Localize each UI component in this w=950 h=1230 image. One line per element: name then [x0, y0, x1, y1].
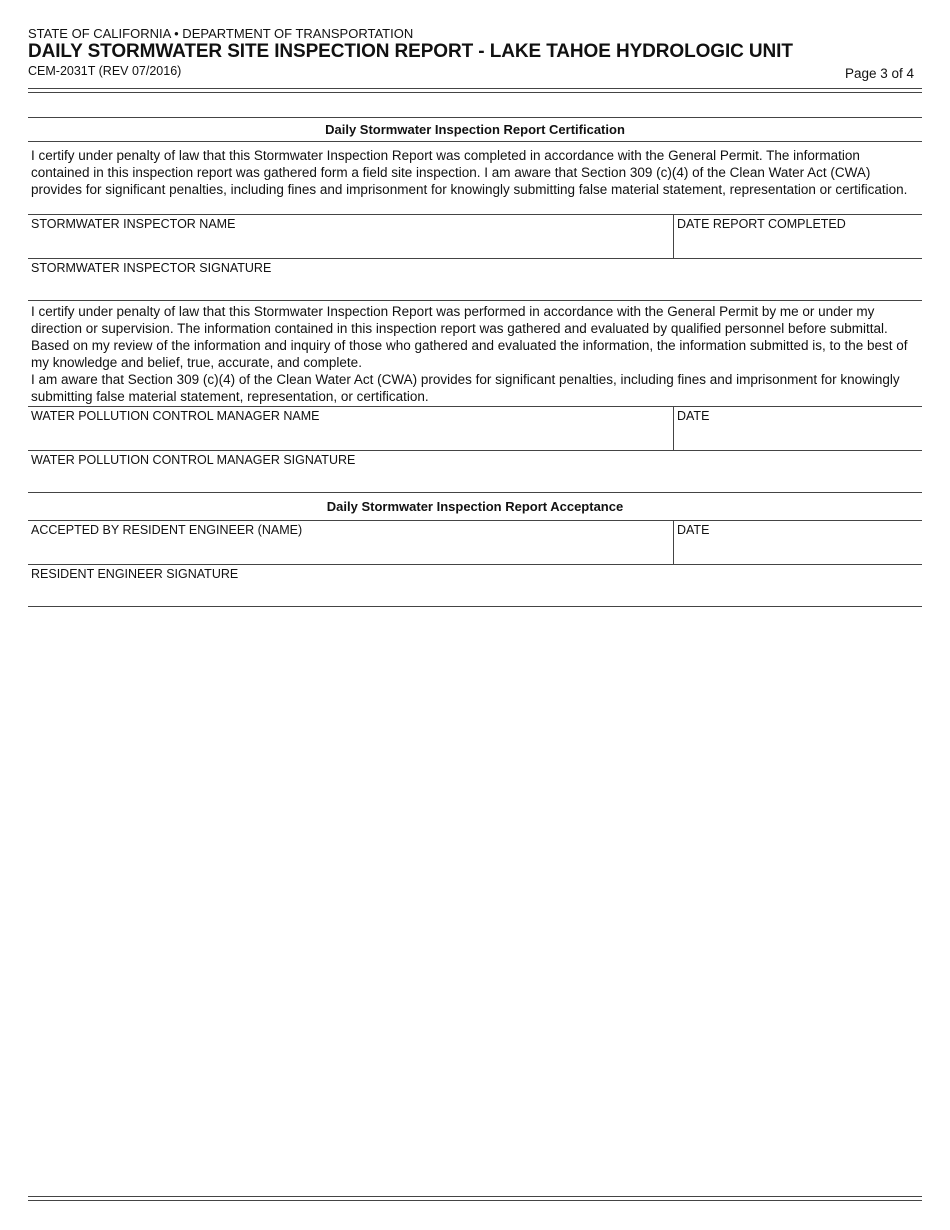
engineer-name-field[interactable] [28, 521, 673, 564]
header-divider-top [28, 88, 922, 89]
engineer-signature-field[interactable] [28, 565, 922, 606]
form-number: CEM-2031T (REV 07/2016) [28, 64, 182, 78]
manager-name-field[interactable] [28, 407, 673, 450]
certification-statement-2b: I am aware that Section 309 (c)(4) of the Clean Water Act (CWA) provides for significant penalties, including fines and imprisonment for knowingly submitting false material statement, representation, or certification. [31, 372, 900, 404]
certification-section-title: Daily Stormwater Inspection Report Certification [28, 118, 922, 142]
footer-divider-bottom [28, 1200, 922, 1201]
form-title: DAILY STORMWATER SITE INSPECTION REPORT - LAKE TAHOE HYDROLOGIC UNIT [28, 41, 793, 62]
page-number: Page 3 of 4 [844, 66, 914, 81]
engineer-date-field[interactable] [673, 521, 922, 564]
manager-signature-row [28, 451, 922, 493]
inspector-name-label: STORMWATER INSPECTOR NAME [31, 217, 236, 231]
certification-statement-1: I certify under penalty of law that this Stormwater Inspection Report was completed in accordance with the General Permit. The information contained in this inspection report was gathered form a field site inspection. I am aware that Section 309 (c)(4) of the Clean Water Act (CWA) provides for significant penalties, including fines and imprisonment for knowingly submitting false material statement, representation or certification. [31, 148, 908, 197]
manager-name-label: WATER POLLUTION CONTROL MANAGER NAME [31, 409, 320, 423]
date-completed-label: DATE REPORT COMPLETED [677, 217, 846, 231]
manager-date-label: DATE [677, 409, 710, 423]
inspector-signature-field[interactable] [28, 259, 922, 300]
certification-statement-2a: I certify under penalty of law that this Stormwater Inspection Report was performed in accordance with the General Permit by me or under my direction or supervision. The information contained in this inspection report was gathered and evaluated by qualified personnel before submittal. Based on my review of the information and inquiry of those who gathered and evaluated the information, the information submitted is, to the best of my knowledge and belief, true, accurate, and complete. [31, 304, 908, 370]
agency-line: STATE OF CALIFORNIA • DEPARTMENT OF TRANSPORTATION [28, 26, 414, 41]
engineer-name-label: ACCEPTED BY RESIDENT ENGINEER (NAME) [31, 523, 303, 537]
certification-statement-2 [28, 301, 922, 406]
engineer-date-label: DATE [677, 523, 710, 537]
header-divider-bottom [28, 92, 922, 93]
form-header [28, 26, 922, 81]
date-completed-field[interactable] [673, 215, 922, 258]
manager-signature-field[interactable] [28, 451, 922, 492]
manager-row [28, 407, 922, 451]
manager-signature-label: WATER POLLUTION CONTROL MANAGER SIGNATURE [31, 453, 356, 467]
inspector-signature-row [28, 259, 922, 301]
engineer-row [28, 521, 922, 565]
acceptance-section-title: Daily Stormwater Inspection Report Acceptance [28, 493, 922, 521]
engineer-signature-row [28, 565, 922, 607]
footer-divider-top [28, 1196, 922, 1197]
engineer-signature-label: RESIDENT ENGINEER SIGNATURE [31, 567, 239, 581]
certification-form [28, 117, 922, 607]
inspector-signature-label: STORMWATER INSPECTOR SIGNATURE [31, 261, 272, 275]
inspector-row [28, 215, 922, 259]
manager-date-field[interactable] [673, 407, 922, 450]
inspector-name-field[interactable] [28, 215, 673, 258]
